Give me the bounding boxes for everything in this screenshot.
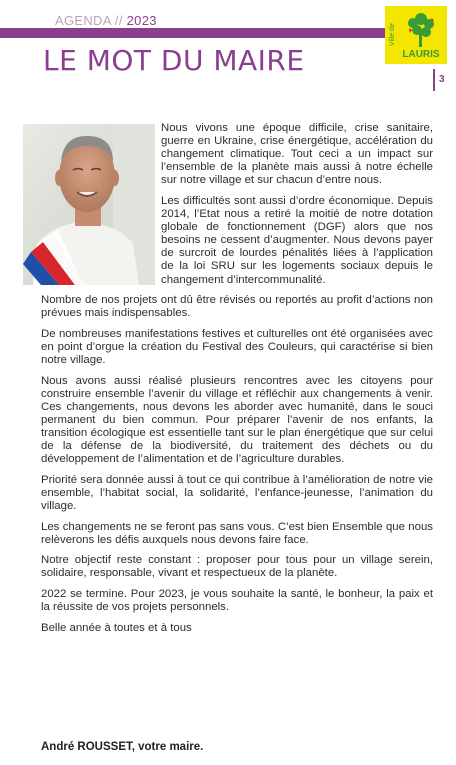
logo-ville-de: Ville de: [389, 23, 396, 46]
paragraph: Les changements ne se feront pas sans vous. C’est bien Ensemble que nous relèverons les défis auxquels nous devons faire face.: [41, 520, 433, 546]
paragraph: Nous vivons une époque difficile, crise sanitaire, guerre en Ukraine, crise énergétique, accélération du changement climatique. Tout ceci a un impact sur l’ensemble de la planète mais aussi à notre échelle sur notre village et sur chacun d’entre nous.: [161, 122, 433, 187]
paragraph: Notre objectif reste constant : proposer pour tous pour un village serein, solidaire, responsable, vivant et respectueux de la planète.: [41, 554, 433, 580]
paragraph: Belle année à toutes et à tous: [41, 621, 192, 634]
editorial-body: [41, 122, 433, 642]
page-title: LE MOT DU MAIRE: [43, 44, 305, 77]
paragraph: Nombre de nos projets ont dû être révisés ou reportés au profit d’actions non prévues mais indispensables.: [41, 294, 433, 320]
section-year: 2023: [126, 13, 157, 28]
section-separator: //: [114, 13, 123, 28]
section-name: AGENDA: [55, 13, 111, 28]
page-number: 3: [439, 74, 445, 85]
lauris-logo[interactable]: [385, 6, 447, 64]
paragraph: Nous avons aussi réalisé plusieurs rencontres avec les citoyens pour construire ensemble l’avenir du village et réfléchir aux changements à venir. Ces changements, nous devons les aborder avec humanité, dans le souci permanent du bien commun. Pour préparer l’avenir de nos enfants, la transition écologique est essentielle tant sur le plan énergétique que sur celui de la défense de la biodiversité, du traitement des déchets ou du développement de l’alimentation et de l’agriculture durables.: [41, 374, 433, 466]
photo-wrap-space: [41, 122, 161, 290]
paragraph: Les difficultés sont aussi d’ordre économique. Depuis 2014, l’Etat nous a retiré la moitié de notre dotation globale de fonctionnement (DGF) alors que nos besoins ne cessent d’augmenter. Nous devons payer de surcroit de lourdes pénalités liées à l’application de la loi SRU sur les logements sociaux depuis le changement d’intercommunalité.: [161, 194, 433, 286]
section-label: [55, 13, 157, 28]
logo-graphic: [385, 6, 447, 64]
mayor-signature: André ROUSSET, votre maire.: [41, 741, 204, 753]
paragraph: Priorité sera donnée aussi à tout ce qui contribue à l’amélioration de notre vie ensemble, l’habitat social, la solidarité, l’enfance-jeunesse, l’animation du village.: [41, 473, 433, 512]
paragraph: De nombreuses manifestations festives et culturelles ont été organisées avec en point d’orgue la création du Festival des Couleurs, qui caractérise si bien notre village.: [41, 327, 433, 366]
logo-name: LAURIS: [402, 49, 440, 60]
paragraph: 2022 se termine. Pour 2023, je vous souhaite la santé, le bonheur, la paix et la réussite de vos projets personnels.: [41, 587, 433, 613]
